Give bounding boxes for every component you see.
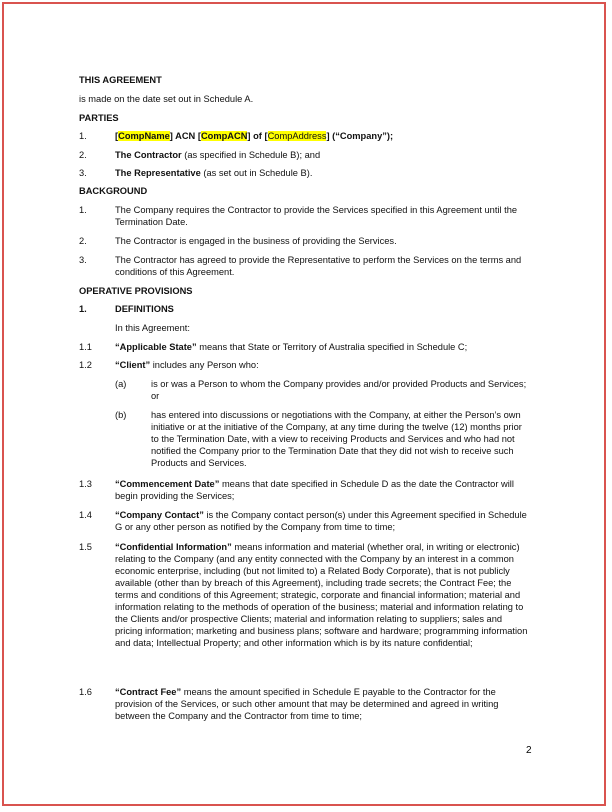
background-item-text: The Contractor has agreed to provide the Representative to perform the Services on the terms and conditions of this Agreement. [115,255,522,277]
clause-text: “Contract Fee” means the amount specified in Schedule E payable to the Contractor for the provision of the Services, or such other amount that may be determined and agreed in writing between the Company and the Contractor from time to time; [115,687,499,721]
clause-text: “Applicable State” means that State or Territory of Australia specified in Schedule C; [115,342,468,352]
clause-number: 1.6 [79,687,92,697]
party-3-number: 3. [79,168,87,178]
compacn-field: CompACN [200,131,248,141]
agreement-intro: is made on the date set out in Schedule A. [79,94,254,104]
party-2-text: The Contractor (as specified in Schedule B); and [115,150,321,160]
background-item-number: 2. [79,236,87,246]
operative-provisions-heading: OPERATIVE PROVISIONS [79,286,193,296]
clause-number: 1.3 [79,479,92,489]
definitions-title: DEFINITIONS [115,304,174,314]
party-1-number: 1. [79,131,87,141]
clause-text: “Commencement Date” means that date specified in Schedule D as the date the Contractor will begin providing the Services; [115,479,514,501]
background-item-number: 3. [79,255,87,265]
clause-number: 1.1 [79,342,92,352]
party-1-text: [CompName] ACN [CompACN] of [CompAddress] (“Company”); [115,131,394,141]
clause-text: “Company Contact” is the Company contact person(s) under this Agreement specified in Schedule G or any other person as notified by the Company from time to time; [115,510,527,532]
subclause-text: is or was a Person to whom the Company provides and/or provided Products and Services; or [151,379,527,401]
clause-number: 1.2 [79,360,92,370]
clause-text: “Confidential Information” means information and material (whether oral, in writing or electronic) relating to the Company (and any entity connected with the Company by an interest in a common economic enterprise, including (but not limited to) a Related Body Corporate), that is not publicly available (other than by breach of this Agreement), including trade secrets; the Contract Fee; the terms and conditions of this Agreement; strategic, corporate and financial information; material and information relating to the methods of operation of the business; material and information relating to the Clients and/or prospective Clients; material and information relating to suppliers; sales and pricing information; marketing and business plans; software and hardware; programming information and data; Intellectual Property; and other information which is by its nature confidential; [115,542,528,648]
subclause-number: (b) [115,410,127,420]
subclause-text: has entered into discussions or negotiations with the Company, at either the Person’s own initiative or at the initiative of the Company, at any time during the twelve (12) months prior to the Termination Date, with a view to receiving Products and Services and who had not notified the Company prior to the Termination Date that they did not wish to receive such Products and Services. [151,410,522,468]
agreement-heading: THIS AGREEMENT [79,75,162,85]
party-3-text: The Representative (as set out in Schedule B). [115,168,313,178]
clause-number: 1.4 [79,510,92,520]
page-number: 2 [526,745,532,756]
background-item-text: The Contractor is engaged in the business of providing the Services. [115,236,397,246]
party-2-number: 2. [79,150,87,160]
background-item-number: 1. [79,205,87,215]
compaddress-field: CompAddress [267,131,327,141]
definitions-number: 1. [79,304,87,314]
subclause-number: (a) [115,379,127,389]
background-heading: BACKGROUND [79,186,148,196]
clause-number: 1.5 [79,542,92,552]
clause-text: “Client” includes any Person who: [115,360,259,370]
compname-field: CompName [118,131,170,141]
parties-heading: PARTIES [79,113,119,123]
background-item-text: The Company requires the Contractor to provide the Services specified in this Agreement until the Termination Date. [115,205,518,227]
